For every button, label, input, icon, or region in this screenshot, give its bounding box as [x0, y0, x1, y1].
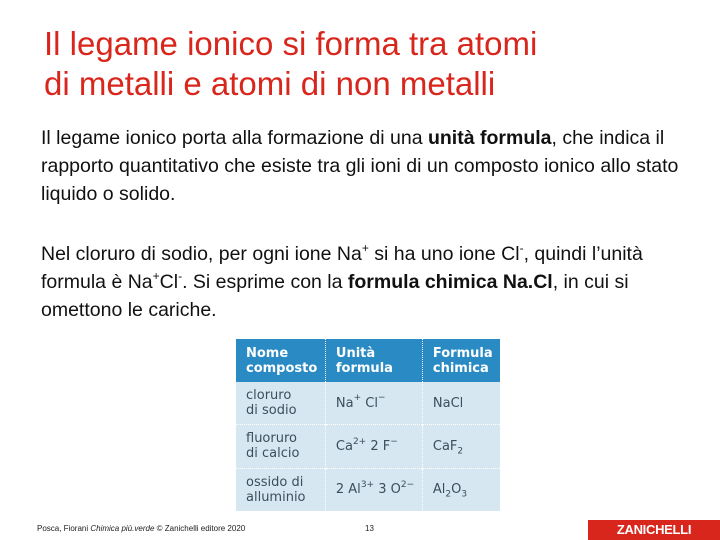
header-nome-composto	[236, 339, 325, 382]
row-1-name-line-1: cloruro	[246, 388, 292, 404]
cell-unit-formula	[325, 425, 422, 468]
row-2-unit-b: 2 F	[366, 438, 391, 454]
cell-name	[236, 425, 325, 468]
header-2-line-2: formula	[335, 361, 393, 376]
row-1-unit-b-charge: −	[377, 393, 386, 404]
row-3-unit-a: 2 Al	[335, 482, 361, 498]
header-formula-chimica	[422, 339, 500, 382]
p2-text-4: Cl	[159, 271, 179, 293]
row-2-unit-a-charge: 2+	[352, 436, 367, 447]
p2-text-6: , in cui si omettono le cariche.	[41, 271, 629, 321]
row-3-name-line-2: alluminio	[246, 489, 306, 505]
p2-sup-1: +	[361, 240, 369, 255]
row-2-formula-sub: 2	[457, 446, 464, 457]
cell-unit-formula	[325, 468, 422, 511]
header-unita-formula	[325, 339, 422, 382]
compound-table	[236, 339, 500, 511]
row-1-name-line-2: di sodio	[246, 403, 297, 419]
row-3-unit-a-charge: 3+	[360, 480, 375, 490]
p2-sup-4: -	[178, 268, 183, 283]
cell-chemical-formula	[422, 382, 500, 425]
row-3-unit-b-charge: 2−	[400, 480, 415, 490]
row-3-formula-b-sub: 3	[461, 489, 468, 500]
row-1-unit-a-charge: +	[353, 393, 362, 404]
p2-sup-2: -	[519, 240, 524, 255]
header-2-line-1: Unità	[335, 346, 376, 361]
row-2-formula: CaF	[432, 438, 458, 454]
header-3-line-1: Formula	[432, 346, 493, 361]
page-number: 13	[365, 524, 374, 533]
paragraph-sodium-chloride	[41, 240, 681, 324]
table-row	[236, 425, 500, 468]
p2-sup-3: +	[152, 268, 160, 283]
header-1-line-1: Nome	[246, 346, 289, 361]
cell-name	[236, 468, 325, 511]
row-1-unit-a: Na	[335, 395, 354, 411]
cell-chemical-formula	[422, 425, 500, 468]
footer-credits	[37, 524, 245, 533]
row-2-name-line-2: di calcio	[246, 446, 300, 462]
table-row	[236, 382, 500, 425]
row-3-formula-b: O	[451, 482, 462, 498]
footer-publisher: © Zanichelli editore 2020	[154, 524, 246, 533]
row-3-formula-a-sub: 2	[445, 489, 452, 500]
slide-title	[44, 24, 704, 104]
row-1-formula: NaCl	[432, 395, 464, 411]
p2-text-1: Nel cloruro di sodio, per ogni ione Na	[41, 243, 362, 265]
p1-bold-unit-formula: unità formula	[427, 127, 552, 149]
p1-text-2: , che indica il rapporto quantitativo che esiste tra gli ioni di un composto ionico allo stato liquido o solido.	[41, 127, 679, 205]
cell-name	[236, 382, 325, 425]
p1-text-1: Il legame ionico porta alla formazione di una	[41, 127, 428, 149]
p2-bold-formula: formula chimica Na.Cl	[347, 271, 553, 293]
p2-text-3: , quindi l’unità formula è Na	[41, 243, 643, 293]
zanichelli-logo: ZANICHELLI	[588, 520, 720, 540]
header-1-line-2: composto	[246, 361, 318, 376]
table-header-row	[236, 339, 500, 382]
footer-book-title: Chimica più.verde	[90, 524, 155, 533]
row-2-name-line-1: fluoruro	[246, 431, 297, 447]
table-row	[236, 468, 500, 511]
cell-unit-formula	[325, 382, 422, 425]
row-3-formula-a: Al	[432, 482, 446, 498]
row-3-unit-b: 3 O	[374, 482, 401, 498]
p2-text-2: si ha uno ione Cl	[368, 243, 520, 265]
p2-text-5: . Si esprime con la	[182, 271, 348, 293]
title-line-1: Il legame ionico si forma tra atomi	[44, 25, 538, 62]
row-2-unit-a: Ca	[335, 438, 353, 454]
footer-authors: Posca, Fiorani	[37, 524, 91, 533]
cell-chemical-formula	[422, 468, 500, 511]
title-line-2: di metalli e atomi di non metalli	[44, 65, 496, 102]
header-3-line-2: chimica	[432, 361, 489, 376]
paragraph-unit-formula	[41, 124, 681, 208]
row-1-unit-b: Cl	[361, 395, 378, 411]
row-2-unit-b-charge: −	[390, 436, 398, 447]
row-3-name-line-1: ossido di	[246, 474, 304, 490]
